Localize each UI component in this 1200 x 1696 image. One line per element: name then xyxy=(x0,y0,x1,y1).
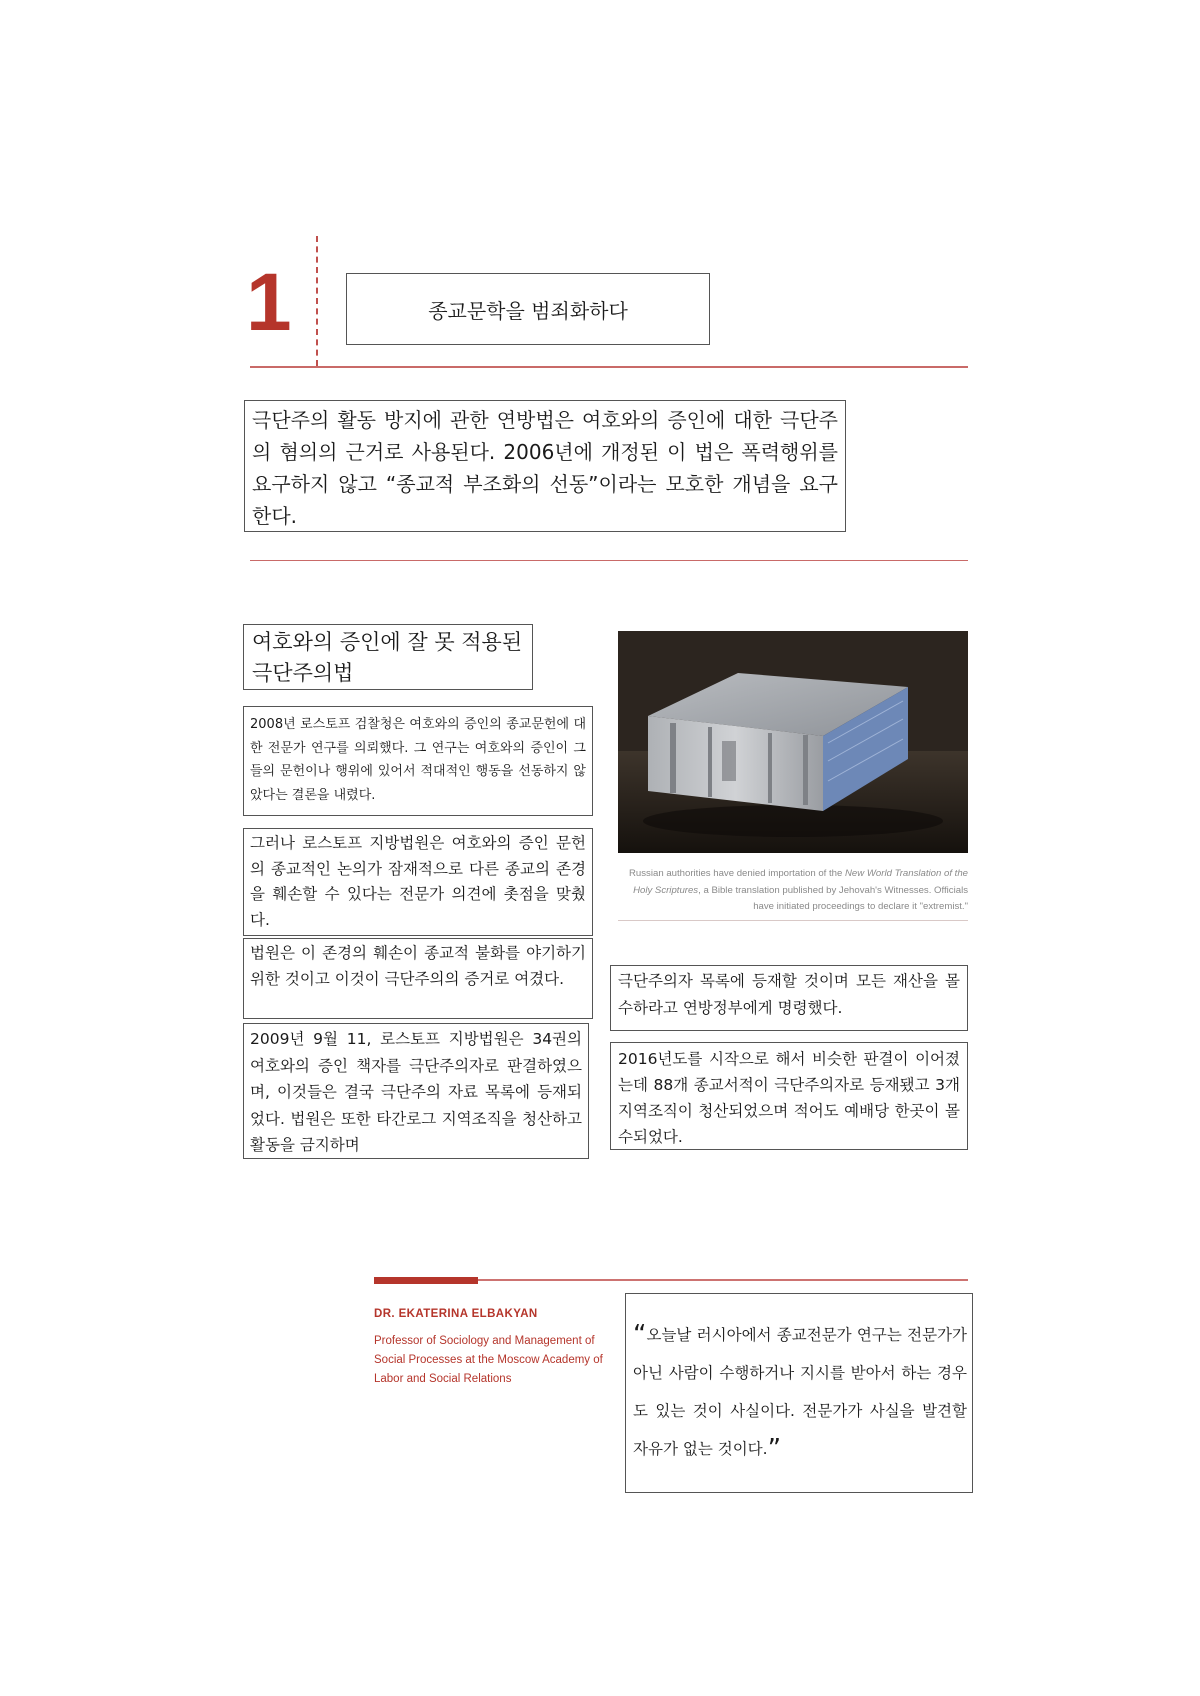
caption-text-start: Russian authorities have denied importation of the xyxy=(629,868,845,879)
quote-text: 오늘날 러시아에서 종교전문가 연구는 전문가가 아닌 사람이 수행하거나 지시를 받아서 하는 경우도 있는 것이 사실이다. 전문가가 사실을 발견할 자유가 없는 것이다. xyxy=(633,1326,967,1458)
intro-paragraph: 극단주의 활동 방지에 관한 연방법은 여호와의 증인에 대한 극단주의 혐의의 근거로 사용된다. 2006년에 개정된 이 법은 폭력행위를 요구하지 않고 “종교적 부조화의 선동”이라는 모호한 개념을 요구한다. xyxy=(244,400,846,532)
chapter-title-box xyxy=(346,273,710,345)
quote-open-mark: “ xyxy=(633,1320,647,1350)
caption-rule xyxy=(618,920,968,921)
chapter-divider xyxy=(316,236,318,366)
caption-text-end: , a Bible translation published by Jehovah's Witnesses. Officials have initiated proceedings to declare it "extremist." xyxy=(698,884,968,912)
chapter-number: 1 xyxy=(246,257,292,348)
section-heading: 여호와의 증인에 잘 못 적용된 극단주의법 xyxy=(243,624,533,690)
author-role: Professor of Sociology and Management of Social Processes at the Moscow Academy of Labor and Social Relations xyxy=(374,1335,603,1385)
paragraph-3: 법원은 이 존경의 훼손이 종교적 불화를 야기하기 위한 것이고 이것이 극단주의의 증거로 여겼다. xyxy=(243,938,593,1019)
bible-book-illustration xyxy=(618,631,968,853)
author-name: DR. EKATERINA ELBAKYAN xyxy=(374,1308,538,1320)
author-accent-bar xyxy=(374,1277,478,1284)
quote-box xyxy=(625,1293,973,1493)
top-divider-rule xyxy=(250,366,968,368)
chapter-title: 종교문학을 범죄화하다 xyxy=(428,298,628,323)
bible-photo xyxy=(618,631,968,853)
paragraph-4: 2009년 9월 11, 로스토프 지방법원은 34권의 여호와의 증인 책자를 극단주의자로 판결하였으며, 이것들은 결국 극단주의 자료 목록에 등재되었다. 법원은 또한 타간로그 지역조직을 청산하고 활동을 금지하며 xyxy=(243,1023,589,1159)
paragraph-6: 2016년도를 시작으로 해서 비슷한 판결이 이어졌는데 88개 종교서적이 극단주의자로 등재됐고 3개 지역조직이 청산되었으며 적어도 예배당 한곳이 몰수되었다. xyxy=(610,1042,968,1150)
photo-caption xyxy=(618,866,968,916)
paragraph-1: 2008년 로스토프 검찰청은 여호와의 증인의 종교문헌에 대한 전문가 연구를 의뢰했다. 그 연구는 여호와의 증인이 그들의 문헌이나 행위에 있어서 적대적인 행동을 선동하지 않았다는 결론을 내렸다. xyxy=(243,706,593,816)
caption-book-title: New World Translation of the Holy Scriptures xyxy=(633,868,968,896)
paragraph-2: 그러나 로스토프 지방법원은 여호와의 증인 문헌의 종교적인 논의가 잠재적으로 다른 종교의 존경을 훼손할 수 있다는 전문가 의견에 촛점을 맞췄다. xyxy=(243,828,593,936)
middle-divider-rule xyxy=(250,560,968,561)
author-rule xyxy=(478,1279,968,1281)
quote-close-mark: ” xyxy=(767,1434,782,1464)
paragraph-5: 극단주의자 목록에 등재할 것이며 모든 재산을 몰수하라고 연방정부에게 명령했다. xyxy=(610,965,968,1031)
